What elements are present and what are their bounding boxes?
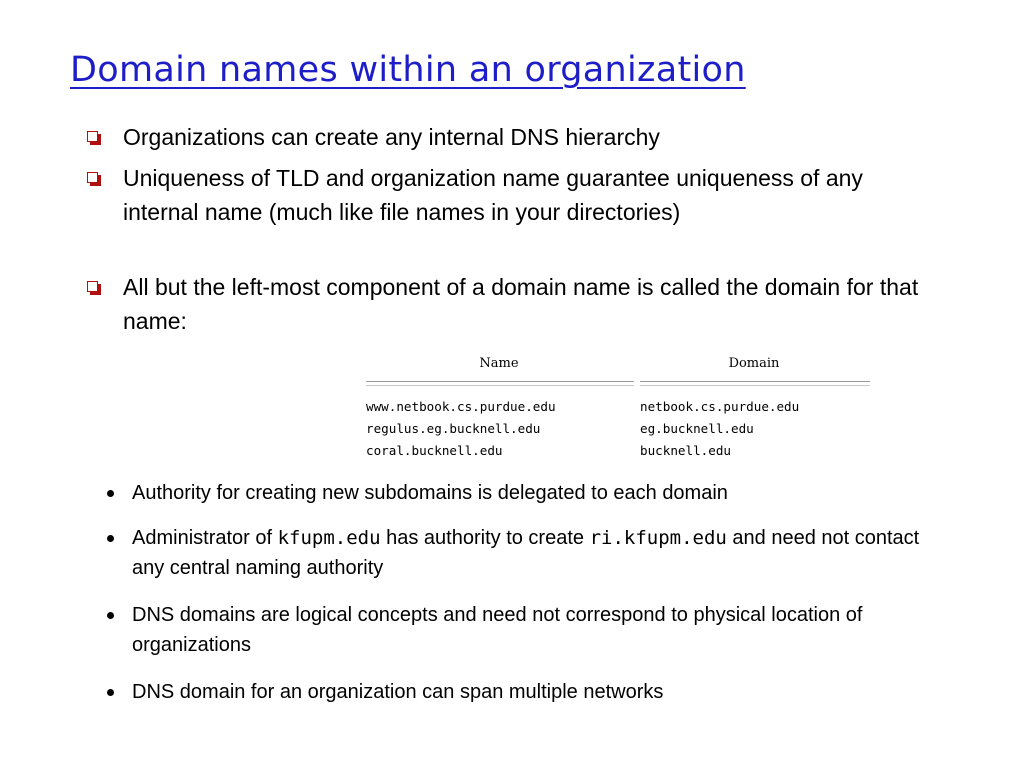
- bullet-item: [85, 120, 935, 154]
- sub-bullet-text: [107, 523, 927, 583]
- domain-code: kfupm.edu: [277, 527, 381, 549]
- sub-bullet-text-part: has authority to create: [380, 527, 590, 549]
- table-header-domain: Domain: [728, 356, 780, 371]
- bullet-item: [85, 161, 935, 229]
- square-bullet-icon: [87, 281, 98, 292]
- sub-bullet-text: DNS domains are logical concepts and need not correspond to physical location of organizations: [132, 604, 863, 656]
- dot-bullet-icon: [107, 689, 114, 696]
- sub-bullet-item: [107, 523, 927, 583]
- bullet-item: [85, 270, 935, 338]
- table-cell-domain: bucknell.edu: [640, 443, 731, 458]
- table-header-rule: [640, 381, 870, 386]
- sub-bullet-text: DNS domain for an organization can span multiple networks: [132, 681, 664, 703]
- table-header-name: Name: [479, 356, 519, 371]
- dot-bullet-icon: [107, 535, 114, 542]
- domain-table: [366, 352, 872, 462]
- sub-bullet-item: [107, 600, 927, 660]
- bullet-text: Uniqueness of TLD and organization name guarantee uniqueness of any internal name (much like file names in your directories): [123, 165, 863, 225]
- sub-bullet-text: Authority for creating new subdomains is delegated to each domain: [132, 482, 728, 504]
- table-cell-domain: netbook.cs.purdue.edu: [640, 399, 800, 414]
- table-cell-domain: eg.bucknell.edu: [640, 421, 754, 436]
- table-cell-name: regulus.eg.bucknell.edu: [366, 421, 541, 436]
- sub-bullet-item: [107, 677, 927, 707]
- dot-bullet-icon: [107, 490, 114, 497]
- dot-bullet-icon: [107, 612, 114, 619]
- bullet-text: Organizations can create any internal DNS hierarchy: [123, 124, 660, 150]
- slide-title: Domain names within an organization: [70, 50, 746, 90]
- sub-bullet-item: [107, 478, 927, 508]
- sub-bullet-text-part: Administrator of: [132, 527, 278, 549]
- bullet-text: All but the left-most component of a domain name is called the domain for that name:: [123, 274, 919, 334]
- table-cell-name: coral.bucknell.edu: [366, 443, 503, 458]
- square-bullet-icon: [87, 172, 98, 183]
- square-bullet-icon: [87, 131, 98, 142]
- table-cell-name: www.netbook.cs.purdue.edu: [366, 399, 556, 414]
- subdomain-code: ri.kfupm.edu: [589, 527, 727, 549]
- sub-bullet-text-part: and need not contact any central naming authority: [132, 527, 920, 579]
- table-header-rule: [366, 381, 634, 386]
